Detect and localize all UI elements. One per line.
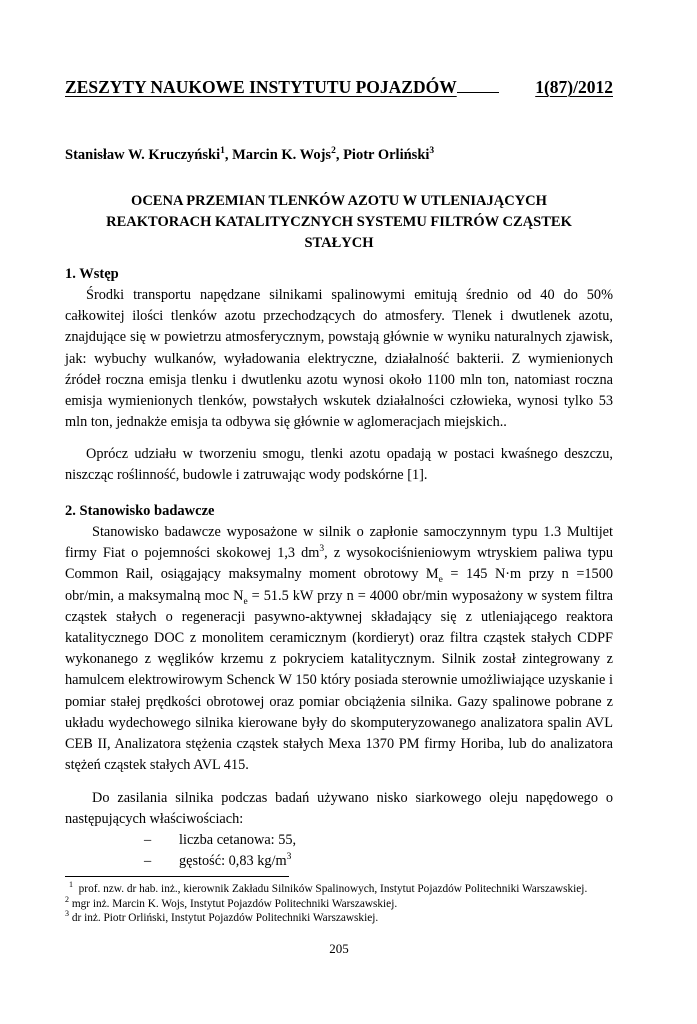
property-list (65, 830, 613, 872)
subscript: e (438, 575, 443, 586)
author-footnote-mark: 3 (429, 146, 435, 157)
title-line: STAŁYCH (304, 235, 374, 251)
footnotes (65, 882, 613, 926)
authors-line (65, 145, 434, 165)
title-line: REAKTORACH KATALITYCZNYCH SYSTEMU FILTRÓW CZĄSTEK (106, 214, 572, 230)
footnote-text: dr inż. Piotr Orliński, Instytut Pojazdów Politechniki Warszawskiej. (71, 912, 379, 924)
author-name: Marcin K. Wojs (232, 147, 332, 163)
footnote (65, 911, 613, 926)
text-run: = 145 N·m przy n =1500 obr/min, a maksymalną moc N (65, 566, 613, 604)
header-underline-gap (457, 77, 499, 93)
superscript: 3 (319, 544, 325, 555)
footnote (65, 882, 613, 897)
footnote-mark: 1 (69, 880, 73, 890)
author-footnote-mark: 2 (331, 146, 336, 157)
text-run: = 51.5 kW przy n = 4000 obr/min wyposażony w system filtra cząstek stałych o regeneracji pasywno-aktywnej składający się z utleniającego reaktora katalitycznego DOC z monolitem ceramicznym (kordieryt) oraz filtra cząstek stałych CDPF wykonanego z węglików krzemu z pokryciem katalitycznym. Silnik został zintegrowany z hamulcem elektrowirowym Schenck W 150 który posiada sterownie umożliwiające uzyskanie i pomiar stałej prędkości obrotowej oraz pomiar obciążenia silnika. Gazy spalinowe pobrane z układu wydechowego silnika kierowane były do skomputeryzowanego analizatora spalin AVL CEB II, Analizatora stężenia cząstek stałych Mexa 1370 PM firmy Horiba, lub do analizatora stężeń cząstek stałych AVL 415. (65, 587, 614, 774)
subscript: e (243, 596, 248, 607)
title-line: OCENA PRZEMIAN TLENKÓW AZOTU W UTLENIAJĄCYCH (131, 193, 547, 209)
list-dash: – (144, 853, 152, 869)
list-item-text (179, 851, 291, 872)
paper-title (65, 191, 613, 254)
paragraph: Do zasilania silnika podczas badań używano nisko siarkowego oleju napędowego o następujących właściwościach: (65, 790, 613, 828)
footnote-text: prof. nzw. dr hab. inż., kierownik Zakładu Silników Spalinowych, Instytut Pojazdów Politechniki Warszawskiej. (78, 883, 588, 895)
paragraph: Oprócz udziału w tworzeniu smogu, tlenki azotu opadają w postaci kwaśnego deszczu, niszcząc roślinność, budowle i zatruwając wody podskórne [1]. (65, 446, 613, 484)
paragraph (65, 522, 613, 776)
author-name: Stanisław W. Kruczyński (65, 147, 221, 163)
author-separator: , (224, 147, 233, 163)
author-footnote-mark: 1 (220, 146, 225, 157)
author-separator: , (335, 147, 344, 163)
author-name: Piotr Orliński (343, 147, 430, 163)
list-item-text: liczba cetanowa: 55, (179, 832, 297, 848)
journal-header (65, 76, 613, 98)
paragraph: Środki transportu napędzane silnikami spalinowymi emitują średnio od 40 do 50% całkowitej ilości tlenków azotu przechodzących do atmosfery. Tlenek i dwutlenek azotu, znajdujące się w powietrzu atmosferycznym, powstają głównie w wyniku naturalnych zjawisk, jak: wybuchy wulkanów, wyładowania elektryczne, działalność bakterii. Z wymienionych źródeł roczna emisja tlenku i dwutlenku azotu wynosi około 1100 mln ton, natomiast roczna emisja wymienionych tlenków, powstałych wskutek działalności człowieka, wynosi tylko 53 mln ton, jednakże emisja ta odbywa się głównie w aglomeracjach miejskich.. (65, 287, 613, 431)
section-heading: 2. Stanowisko badawcze (65, 503, 215, 519)
text-run: , z wysokociśnieniowym wtryskiem paliwa typu Common Rail, osiągający maksymalny moment obrotowy M (65, 545, 614, 583)
section-heading: 1. Wstęp (65, 266, 119, 282)
list-item (65, 851, 613, 872)
footnote (65, 894, 613, 912)
superscript: 3 (286, 852, 292, 863)
footnote-mark: 2 (65, 894, 69, 904)
footnote-text: mgr inż. Marcin K. Wojs, Instytut Pojazdów Politechniki Warszawskiej. (71, 897, 398, 910)
text-run: gęstość: 0,83 kg/m (179, 853, 287, 869)
footnote-separator (65, 876, 289, 877)
footnote-mark: 3 (65, 909, 69, 919)
journal-issue: 1(87)/2012 (535, 77, 613, 97)
page-number: 205 (329, 941, 349, 956)
text-run: Stanowisko badawcze wyposażone w silnik o zapłonie samoczynnym typu 1.3 Multijet firmy Fiat o pojemności skokowej 1,3 dm (65, 524, 613, 562)
list-item (65, 830, 613, 851)
list-dash: – (144, 832, 152, 848)
journal-title: ZESZYTY NAUKOWE INSTYTUTU POJAZDÓW (65, 77, 457, 97)
